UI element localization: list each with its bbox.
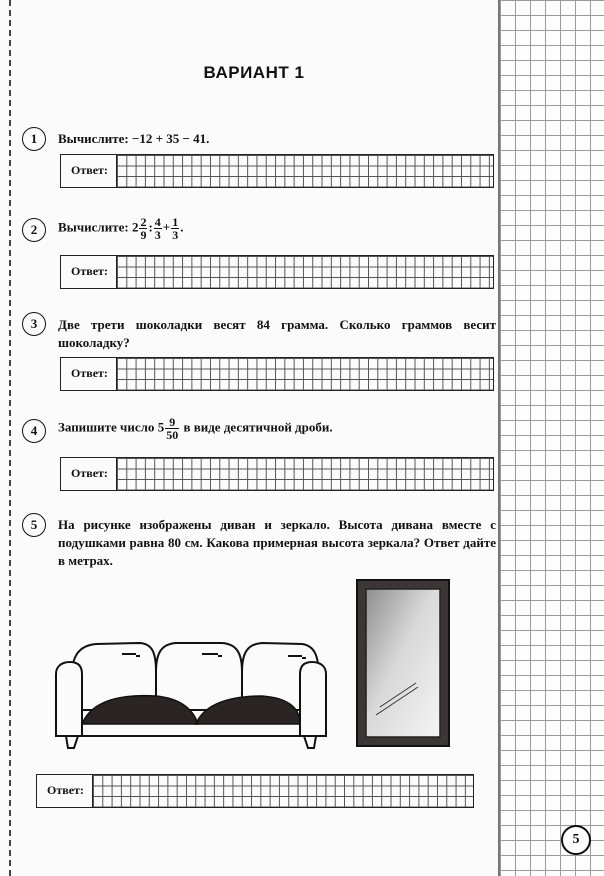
fraction-1-3: $\frac{1}{3}$ xyxy=(172,215,179,242)
question-3-number: 3 xyxy=(22,312,46,336)
fraction-9-50: $\frac{9}{50}$ xyxy=(166,415,179,442)
page-title: ВАРИАНТ 1 xyxy=(203,63,305,82)
left-arm xyxy=(56,662,82,736)
answer-label-5: Ответ: xyxy=(37,775,93,807)
right-arm xyxy=(300,662,326,736)
divide-sign: : xyxy=(148,219,153,235)
page-number: 5 xyxy=(561,825,591,855)
plus-sign: + xyxy=(162,219,171,235)
question-2-whole: 2 xyxy=(131,219,139,235)
question-4-number: 4 xyxy=(22,419,46,443)
answer-cells-5[interactable] xyxy=(93,775,473,807)
question-1-number: 1 xyxy=(22,127,46,151)
question-4-text-after: в виде десятичной дроби. xyxy=(183,419,333,435)
answer-label-4: Ответ: xyxy=(61,458,117,490)
question-1-text xyxy=(58,130,496,148)
fraction-4-3: $\frac{4}{3}$ xyxy=(154,215,161,242)
fraction-2-9: $\frac{2}{9}$ xyxy=(140,215,147,242)
answer-cells-1[interactable] xyxy=(117,155,493,187)
answer-label-1: Ответ: xyxy=(61,155,117,187)
answer-label-3: Ответ: xyxy=(61,358,117,390)
answer-field-3[interactable] xyxy=(60,357,494,391)
question-4-text xyxy=(58,416,496,441)
question-2-label: Вычислите: xyxy=(58,219,129,235)
answer-field-5[interactable] xyxy=(36,774,474,808)
cut-line xyxy=(9,0,11,876)
grid-margin xyxy=(498,0,604,876)
answer-field-4[interactable] xyxy=(60,457,494,491)
question-2-text xyxy=(58,216,496,241)
question-2-number: 2 xyxy=(22,218,46,242)
question-1-expression: −12 + 35 − 41. xyxy=(131,131,210,146)
answer-cells-4[interactable] xyxy=(117,458,493,490)
period: . xyxy=(180,219,184,235)
answer-field-2[interactable] xyxy=(60,255,494,289)
question-5-number: 5 xyxy=(22,513,46,537)
question-1-label: Вычислите: xyxy=(58,131,129,146)
mirror-illustration xyxy=(356,579,450,747)
answer-label-2: Ответ: xyxy=(61,256,117,288)
sofa-illustration xyxy=(52,632,330,750)
question-4-whole: 5 xyxy=(157,419,165,435)
answer-cells-2[interactable] xyxy=(117,256,493,288)
answer-field-1[interactable] xyxy=(60,154,494,188)
answer-cells-3[interactable] xyxy=(117,358,493,390)
question-3-text: Две трети шоколадки весят 84 грамма. Сколько граммов весит шоколадку? xyxy=(58,317,496,350)
question-4-text-before: Запишите число xyxy=(58,419,155,435)
question-5-text: На рисунке изображены диван и зеркало. Высота дивана вместе с подушками равна 80 см. Какова примерная высота зеркала? Ответ дайте в метрах. xyxy=(58,517,496,568)
